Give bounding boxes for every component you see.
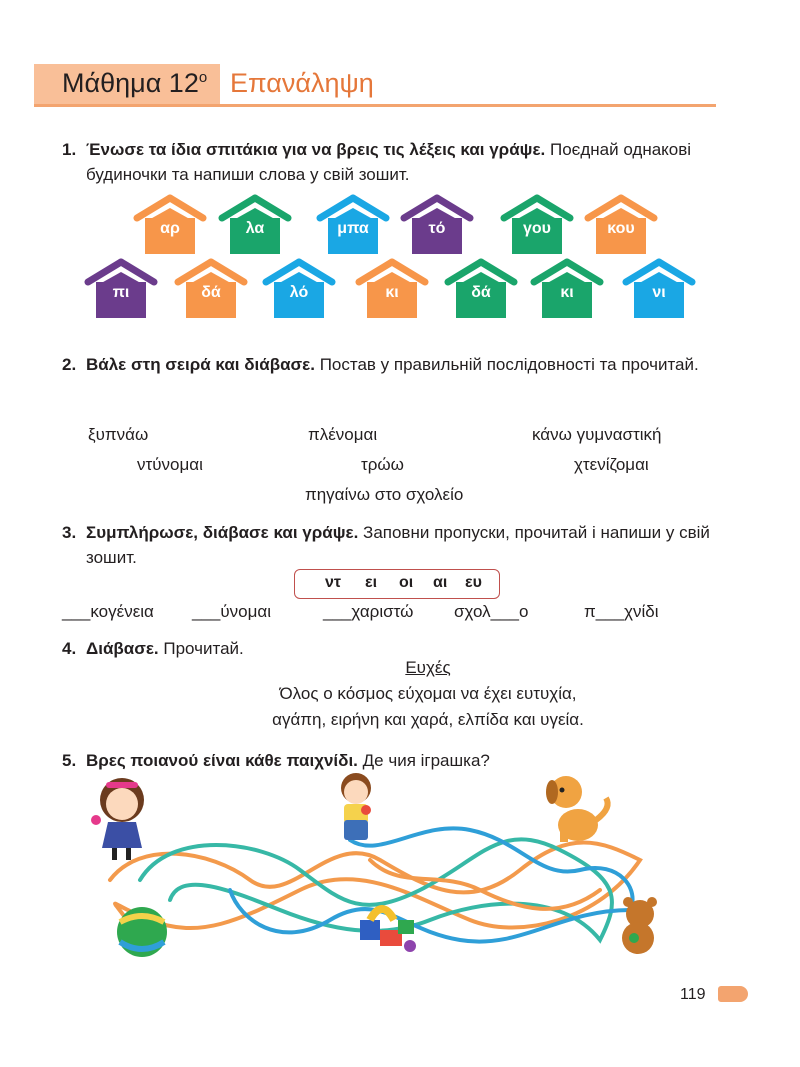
lesson-title: Μάθημα $12^o$	[62, 68, 208, 98]
letter-ai: αι	[433, 574, 448, 591]
house-bottom-6	[530, 258, 604, 324]
fill-word-thanks: ___χαριστώ	[323, 602, 414, 621]
boy-figure	[341, 773, 371, 840]
exercise-1-greek: Ένωσε τα ίδια σπιτάκια για να βρεις τις λέξεις και γράψε.	[86, 140, 546, 159]
page-tab-marker	[718, 986, 748, 1002]
exercise-2-greek: Βάλε στη σειρά και διάβασε.	[86, 355, 315, 374]
house-bottom-4	[355, 258, 429, 324]
house-syllable: μπα	[337, 220, 369, 237]
house-syllable: πι	[112, 284, 130, 301]
poem-title: Ευχές	[405, 658, 451, 677]
fill-word-family: ___κογένεια	[62, 602, 154, 621]
house-syllable: τό	[428, 220, 446, 237]
fill-word-toy: π___χνίδι	[584, 602, 659, 621]
exercise-3-instruction: 3. Συμπλήρωσε, διάβασε και γράψε. Заповни пропуски, прочитай і напиши у свій зошит.	[62, 523, 710, 567]
house-syllable: λα	[245, 220, 265, 237]
phrase-wash: πλένομαι	[308, 425, 378, 444]
house-bottom-1	[84, 258, 158, 324]
house-syllable: δά	[201, 284, 221, 301]
girl-figure	[91, 778, 144, 860]
exercise-3-greek: Συμπλήρωσε, διάβασε και γράψε.	[86, 523, 359, 542]
house-bottom-5	[444, 258, 518, 324]
house-syllable: κι	[385, 284, 399, 301]
letters-box	[294, 569, 500, 599]
maze-line-orange-2	[370, 860, 600, 909]
house-top-5	[500, 194, 574, 260]
exercise-5-ukrainian: Де чия іграшка?	[362, 751, 490, 770]
house-syllable: δά	[471, 284, 491, 301]
exercise-1-instruction: 1. Ένωσε τα ίδια σπιτάκια για να βρεις τις λέξεις και γράψε. Поєднай однакові будиночки та напиши слова у свій зошит.	[62, 140, 692, 184]
blocks-toy	[360, 909, 416, 952]
phrase-wake: ξυπνάω	[88, 425, 149, 444]
letter-eu: ευ	[465, 574, 482, 591]
fill-word-school: σχολ___ο	[454, 602, 529, 621]
letter-nt: ντ	[325, 574, 342, 591]
house-syllable: κου	[607, 220, 635, 237]
exercise-4-greek: Διάβασε.	[86, 639, 159, 658]
exercise-2-ukrainian: Постав у правильній послідовності та прочитай.	[319, 355, 699, 374]
phrase-dress: ντύνομαι	[137, 455, 203, 474]
exercise-4-instruction: 4. Διάβασε. Прочитай.	[62, 639, 244, 658]
house-top-3	[316, 194, 390, 260]
house-syllable: γου	[523, 220, 551, 237]
house-top-2	[218, 194, 292, 260]
poem-line-1: Όλος ο κόσμος εύχομαι να έχει ευτυχία,	[279, 684, 577, 703]
house-syllable: λό	[289, 284, 309, 301]
phrase-exercise: κάνω γυμναστική	[532, 425, 662, 444]
house-bottom-7	[622, 258, 696, 324]
lesson-topic: Επανάληψη	[230, 68, 374, 98]
phrase-eat: τρώω	[361, 455, 404, 474]
house-top-6	[584, 194, 658, 260]
dog-figure	[546, 776, 608, 842]
phrase-school: πηγαίνω στο σχολείο	[305, 485, 464, 504]
lesson-suffix: ο	[198, 69, 208, 86]
house-bottom-2	[174, 258, 248, 324]
house-syllable: νι	[652, 284, 666, 301]
maze-illustration	[0, 770, 800, 970]
house-top-1	[133, 194, 207, 260]
ball-toy	[117, 907, 167, 957]
house-bottom-3	[262, 258, 336, 324]
exercise-1-ukrainian: Поєднай однакові будиночки та напиши слова у свій зошит.	[86, 140, 692, 184]
letter-oi: οι	[399, 574, 414, 591]
house-syllable: κι	[560, 284, 574, 301]
exercise-3-ukrainian: Заповни пропуски, прочитай і напиши у свій зошит.	[86, 523, 710, 567]
exercise-5-instruction: 5. Βρες ποιανού είναι κάθε παιχνίδι. Де чия іграшка?	[62, 751, 490, 770]
house-syllable: αρ	[160, 220, 180, 237]
page-number: 119	[680, 986, 706, 1003]
fill-word-dress: ___ύνομαι	[192, 602, 272, 621]
teddy-bear-toy	[622, 897, 657, 954]
poem-line-2: αγάπη, ειρήνη και χαρά, ελπίδα και υγεία.	[272, 710, 584, 729]
phrase-comb: χτενίζομαι	[574, 455, 649, 474]
exercise-5-greek: Βρες ποιανού είναι κάθε παιχνίδι.	[86, 751, 358, 770]
house-top-4	[400, 194, 474, 260]
exercise-2-instruction: 2. Βάλε στη σειρά και διάβασε. Постав у правильній послідовності та прочитай.	[62, 355, 699, 374]
title-underline	[34, 104, 716, 107]
letter-ei: ει	[365, 574, 378, 591]
exercise-4-ukrainian: Прочитай.	[163, 639, 244, 658]
